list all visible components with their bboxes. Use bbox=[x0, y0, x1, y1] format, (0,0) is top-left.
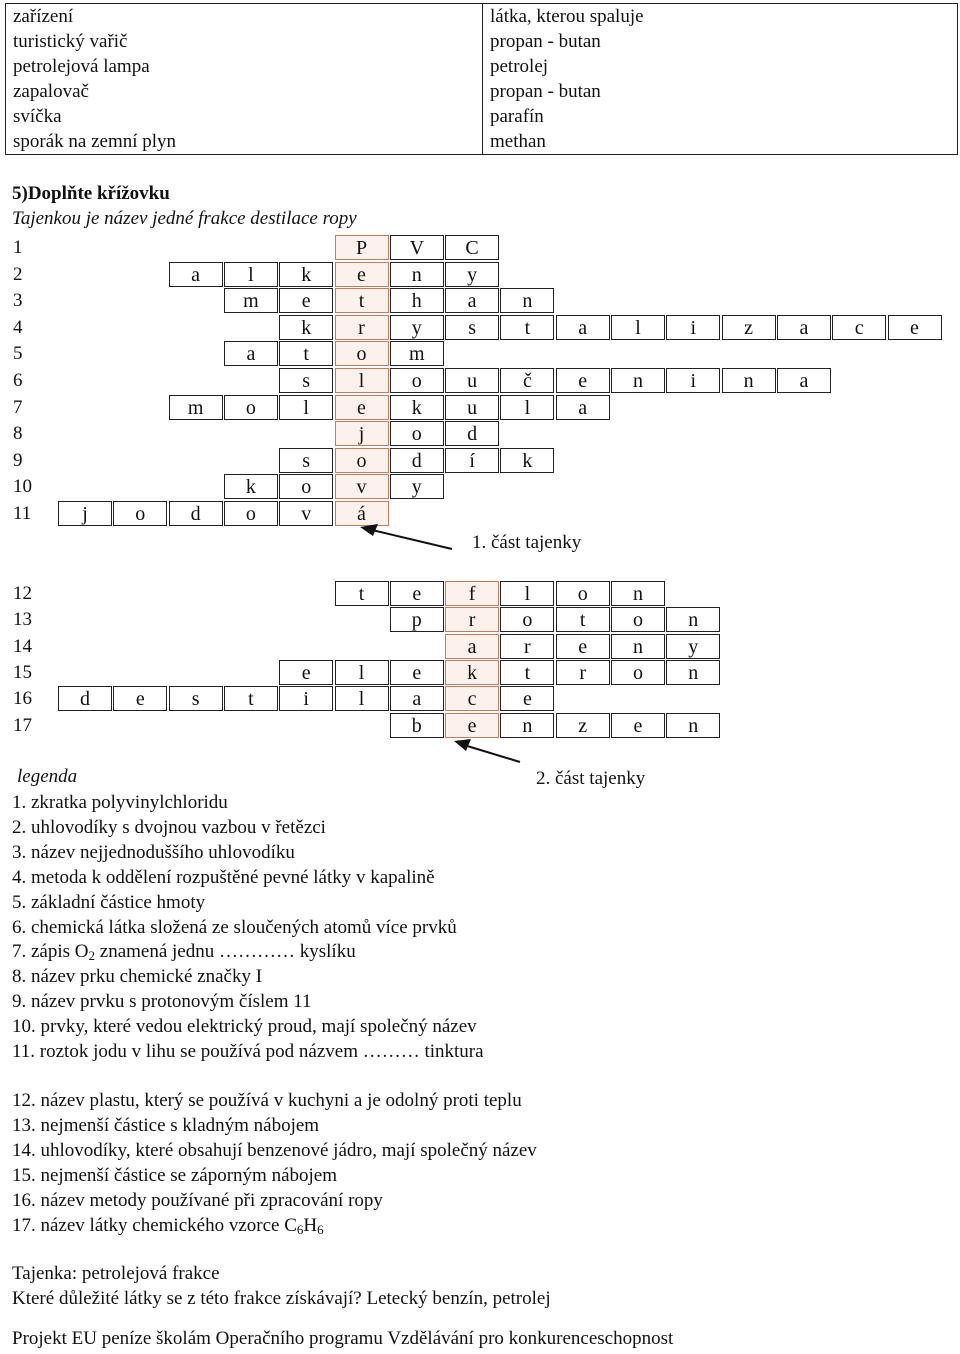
answer-text: Tajenka: petrolejová frakce bbox=[12, 1263, 220, 1284]
crossword-cell[interactable]: s bbox=[169, 686, 223, 711]
crossword-cell[interactable]: n bbox=[611, 368, 665, 393]
crossword-cell[interactable]: a bbox=[169, 262, 223, 287]
legend-item bbox=[12, 816, 326, 840]
clue-number: 7 bbox=[13, 396, 23, 418]
crossword-cell[interactable]: o bbox=[224, 395, 278, 420]
fuel-cell: propan - butan bbox=[483, 29, 958, 54]
hydrogen-subscript: 6 bbox=[317, 1221, 324, 1237]
clue-number: 3 bbox=[13, 290, 23, 312]
crossword-cell[interactable]: e bbox=[556, 634, 610, 659]
crossword-cell[interactable]: l bbox=[500, 581, 554, 606]
crossword-cell[interactable]: d bbox=[58, 686, 112, 711]
crossword-cell[interactable]: d bbox=[445, 421, 499, 446]
fuel-cell: parafín bbox=[483, 104, 958, 129]
solution-cell[interactable]: e bbox=[335, 395, 389, 420]
crossword-cell[interactable]: y bbox=[666, 634, 720, 659]
legend-item-text: 10. prvky, které vedou elektrický proud, mají společný název bbox=[12, 1016, 477, 1038]
solution-cell[interactable]: t bbox=[335, 288, 389, 313]
crossword-cell[interactable]: a bbox=[445, 288, 499, 313]
crossword-cell[interactable]: s bbox=[279, 368, 333, 393]
crossword-cell[interactable]: o bbox=[224, 501, 278, 526]
crossword-cell[interactable]: k bbox=[279, 262, 333, 287]
crossword-cell[interactable]: y bbox=[390, 474, 444, 499]
crossword-cell[interactable]: e bbox=[556, 368, 610, 393]
legend-item bbox=[12, 866, 435, 890]
crossword-cell[interactable]: n bbox=[390, 262, 444, 287]
solution-cell[interactable]: o bbox=[335, 341, 389, 366]
crossword-cell[interactable]: C bbox=[445, 235, 499, 260]
solution-cell[interactable]: e bbox=[335, 262, 389, 287]
footer-text: Projekt EU peníze školám Operačního programu Vzdělávání pro konkurenceschopnost bbox=[12, 1328, 674, 1349]
legend-item: 12. název plastu, který se používá v kuchyni a je odolný proti teplu bbox=[12, 1090, 522, 1111]
device-cell: zařízení bbox=[6, 4, 483, 30]
crossword-cell[interactable]: k bbox=[279, 315, 333, 340]
crossword-cell[interactable]: m bbox=[169, 395, 223, 420]
legend-item bbox=[12, 891, 205, 915]
crossword-cell[interactable]: v bbox=[279, 501, 333, 526]
crossword-cell[interactable]: n bbox=[500, 288, 554, 313]
device-cell: turistický vařič bbox=[6, 29, 483, 54]
crossword-cell[interactable]: n bbox=[666, 607, 720, 632]
crossword-cell[interactable]: y bbox=[445, 262, 499, 287]
clue-number: 14 bbox=[13, 635, 32, 657]
crossword-cell[interactable]: b bbox=[390, 713, 444, 738]
device-cell: sporák na zemní plyn bbox=[6, 129, 483, 155]
question-text: Které důležité látky se z této frakce získávají? Letecký benzín, petrolej bbox=[12, 1288, 551, 1309]
crossword-cell[interactable]: o bbox=[390, 368, 444, 393]
solution-cell[interactable]: P bbox=[335, 235, 389, 260]
crossword-cell[interactable]: r bbox=[556, 660, 610, 685]
clue-number: 1 bbox=[13, 237, 23, 258]
legend-item-text: 6. chemická látka složená ze sloučených atomů více prvků bbox=[12, 916, 457, 938]
crossword-cell[interactable]: n bbox=[666, 713, 720, 738]
crossword-cell[interactable]: e bbox=[279, 288, 333, 313]
fuel-cell: petrolej bbox=[483, 54, 958, 79]
legend-item-rest: znamená jednu ………… kyslíku bbox=[95, 941, 356, 963]
crossword-cell[interactable]: t bbox=[335, 581, 389, 606]
part1-arrow-head-icon bbox=[360, 524, 378, 536]
clue-number: 17 bbox=[13, 714, 32, 736]
crossword-cell[interactable]: s bbox=[445, 315, 499, 340]
clue-number: 4 bbox=[13, 316, 23, 338]
crossword-cell[interactable]: o bbox=[390, 421, 444, 446]
crossword-cell[interactable]: i bbox=[279, 686, 333, 711]
crossword-cell[interactable]: l bbox=[335, 686, 389, 711]
crossword-cell[interactable]: i bbox=[666, 315, 720, 340]
crossword-cell[interactable]: n bbox=[666, 660, 720, 685]
crossword-cell[interactable]: í bbox=[445, 448, 499, 473]
legend-item: 13. nejmenší částice s kladným nábojem bbox=[12, 1114, 320, 1136]
clue-number: 15 bbox=[13, 661, 32, 683]
crossword-cell[interactable]: z bbox=[722, 315, 776, 340]
crossword-cell[interactable]: a bbox=[556, 395, 610, 420]
crossword-cell[interactable]: t bbox=[500, 660, 554, 685]
legend-item-text: 8. název prku chemické značky I bbox=[12, 966, 263, 988]
legend-item bbox=[12, 940, 356, 968]
oxygen-subscript: 2 bbox=[88, 948, 96, 964]
legend-item-text: 3. název nejjednoduššího uhlovodíku bbox=[12, 841, 295, 863]
crossword-cell[interactable]: m bbox=[390, 341, 444, 366]
clue-number: 11 bbox=[13, 503, 32, 524]
crossword-cell[interactable]: n bbox=[611, 634, 665, 659]
crossword-cell[interactable]: a bbox=[390, 686, 444, 711]
crossword-cell[interactable]: n bbox=[500, 713, 554, 738]
legend-item-text: 11. roztok jodu v lihu se používá pod názvem ……… tinktura bbox=[12, 1041, 484, 1062]
crossword-cell[interactable]: n bbox=[722, 368, 776, 393]
device-cell: svíčka bbox=[6, 104, 483, 129]
crossword-cell[interactable]: a bbox=[777, 368, 831, 393]
crossword-cell[interactable]: d bbox=[169, 501, 223, 526]
clue-number: 9 bbox=[13, 449, 23, 471]
part1-arrow-line bbox=[372, 530, 452, 549]
crossword-cell[interactable]: n bbox=[611, 581, 665, 606]
crossword-cell[interactable]: i bbox=[666, 368, 720, 393]
legend-title: legenda bbox=[17, 766, 78, 787]
solution-cell[interactable]: r bbox=[445, 607, 499, 632]
legend-item bbox=[12, 1040, 484, 1064]
clue-number: 2 bbox=[13, 263, 23, 285]
solution-cell[interactable]: c bbox=[445, 686, 499, 711]
crossword-cell[interactable]: c bbox=[832, 315, 886, 340]
crossword-cell[interactable]: s bbox=[279, 448, 333, 473]
legend-item-text: H bbox=[303, 1214, 318, 1236]
crossword-cell[interactable]: o bbox=[113, 501, 167, 526]
crossword-cell[interactable]: č bbox=[500, 368, 554, 393]
crossword-cell[interactable]: o bbox=[279, 474, 333, 499]
crossword-cell[interactable]: j bbox=[58, 501, 112, 526]
clue-number: 5 bbox=[13, 343, 23, 365]
legend-item: 15. nejmenší částice se záporným nábojem bbox=[12, 1164, 338, 1186]
device-cell: zapalovač bbox=[6, 79, 483, 104]
crossword-cell[interactable]: e bbox=[611, 713, 665, 738]
solution-cell[interactable]: e bbox=[445, 713, 499, 738]
crossword-cell[interactable]: u bbox=[445, 395, 499, 420]
crossword-cell[interactable]: l bbox=[224, 262, 278, 287]
crossword-cell[interactable]: l bbox=[500, 395, 554, 420]
crossword-cell[interactable]: o bbox=[556, 581, 610, 606]
crossword-cell[interactable]: e bbox=[390, 581, 444, 606]
fuel-cell: propan - butan bbox=[483, 79, 958, 104]
legend-item: 14. uhlovodíky, které obsahují benzenové jádro, mají společný název bbox=[12, 1139, 537, 1161]
crossword-cell[interactable]: k bbox=[390, 395, 444, 420]
crossword-cell[interactable]: V bbox=[390, 235, 444, 260]
crossword-cell[interactable]: o bbox=[611, 607, 665, 632]
solution-cell[interactable]: k bbox=[445, 660, 499, 685]
crossword-cell[interactable]: m bbox=[224, 288, 278, 313]
crossword-cell[interactable]: t bbox=[279, 341, 333, 366]
crossword-cell[interactable]: a bbox=[556, 315, 610, 340]
crossword-cell[interactable]: a bbox=[777, 315, 831, 340]
legend-item-text: 1. zkratka polyvinylchloridu bbox=[12, 792, 228, 813]
solution-cell[interactable]: a bbox=[445, 634, 499, 659]
solution-cell[interactable]: o bbox=[335, 448, 389, 473]
crossword-cell[interactable]: e bbox=[888, 315, 942, 340]
legend-item: 16. název metody používané při zpracování ropy bbox=[12, 1189, 383, 1211]
clue-number: 10 bbox=[13, 476, 32, 498]
clue-number: 12 bbox=[13, 583, 32, 604]
crossword-cell[interactable]: d bbox=[390, 448, 444, 473]
crossword-cell[interactable]: k bbox=[500, 448, 554, 473]
clue-number: 8 bbox=[13, 423, 23, 445]
crossword-cell[interactable]: e bbox=[390, 660, 444, 685]
legend-item bbox=[12, 1214, 324, 1242]
crossword-cell[interactable]: e bbox=[113, 686, 167, 711]
carbon-subscript: 6 bbox=[296, 1221, 304, 1237]
legend-item bbox=[12, 965, 262, 989]
legend-item bbox=[12, 1015, 477, 1039]
section-heading: 5)Doplňte křížovku bbox=[12, 183, 170, 204]
legend-item-text: 2. uhlovodíky s dvojnou vazbou v řetězci bbox=[12, 816, 326, 838]
crossword-cell[interactable]: o bbox=[611, 660, 665, 685]
legend-item bbox=[12, 916, 457, 940]
part2-label: 2. část tajenky bbox=[536, 768, 646, 789]
legend-item-text: 4. metoda k oddělení rozpuštěné pevné látky v kapalině bbox=[12, 866, 435, 888]
crossword-cell[interactable]: t bbox=[556, 607, 610, 632]
solution-cell[interactable]: r bbox=[335, 315, 389, 340]
legend-item bbox=[12, 791, 228, 815]
crossword-cell[interactable]: l bbox=[279, 395, 333, 420]
crossword-cell[interactable]: p bbox=[390, 607, 444, 632]
crossword-cell[interactable]: a bbox=[224, 341, 278, 366]
legend-item-text: 7. zápis O bbox=[12, 941, 89, 963]
crossword-cell[interactable]: y bbox=[390, 315, 444, 340]
legend-item-text: 9. název prvku s protonovým číslem 11 bbox=[12, 991, 312, 1013]
crossword-cell[interactable]: e bbox=[279, 660, 333, 685]
legend-item-text: 17. název látky chemického vzorce C bbox=[12, 1214, 297, 1236]
solution-cell[interactable]: v bbox=[335, 474, 389, 499]
crossword-cell[interactable]: o bbox=[500, 607, 554, 632]
solution-cell[interactable]: á bbox=[335, 501, 389, 526]
part1-label: 1. část tajenky bbox=[472, 532, 582, 553]
clue-number: 6 bbox=[13, 370, 23, 391]
fuel-cell: látka, kterou spaluje bbox=[483, 4, 958, 30]
crossword-cell[interactable]: l bbox=[611, 315, 665, 340]
fuel-cell: methan bbox=[483, 129, 958, 155]
part2-arrow-head-icon bbox=[454, 739, 471, 751]
clue-number: 13 bbox=[13, 609, 32, 631]
legend-item bbox=[12, 990, 312, 1014]
crossword-cell[interactable]: t bbox=[224, 686, 278, 711]
legend-item-text: 5. základní částice hmoty bbox=[12, 891, 206, 913]
crossword-cell[interactable]: k bbox=[224, 474, 278, 499]
solution-cell[interactable]: l bbox=[335, 368, 389, 393]
solution-cell[interactable]: f bbox=[445, 581, 499, 606]
crossword-cell[interactable]: u bbox=[445, 368, 499, 393]
solution-cell[interactable]: j bbox=[335, 421, 389, 446]
crossword-cell[interactable]: z bbox=[556, 713, 610, 738]
clue-number: 16 bbox=[13, 688, 32, 710]
crossword-cell[interactable]: t bbox=[500, 315, 554, 340]
crossword-cell[interactable]: e bbox=[500, 686, 554, 711]
section-subtitle: Tajenkou je název jedné frakce destilace ropy bbox=[12, 208, 357, 229]
crossword-cell[interactable]: l bbox=[335, 660, 389, 685]
part2-arrow-line bbox=[464, 745, 520, 762]
legend-item bbox=[12, 841, 295, 865]
device-cell: petrolejová lampa bbox=[6, 54, 483, 79]
crossword-cell[interactable]: h bbox=[390, 288, 444, 313]
crossword-cell[interactable]: r bbox=[500, 634, 554, 659]
